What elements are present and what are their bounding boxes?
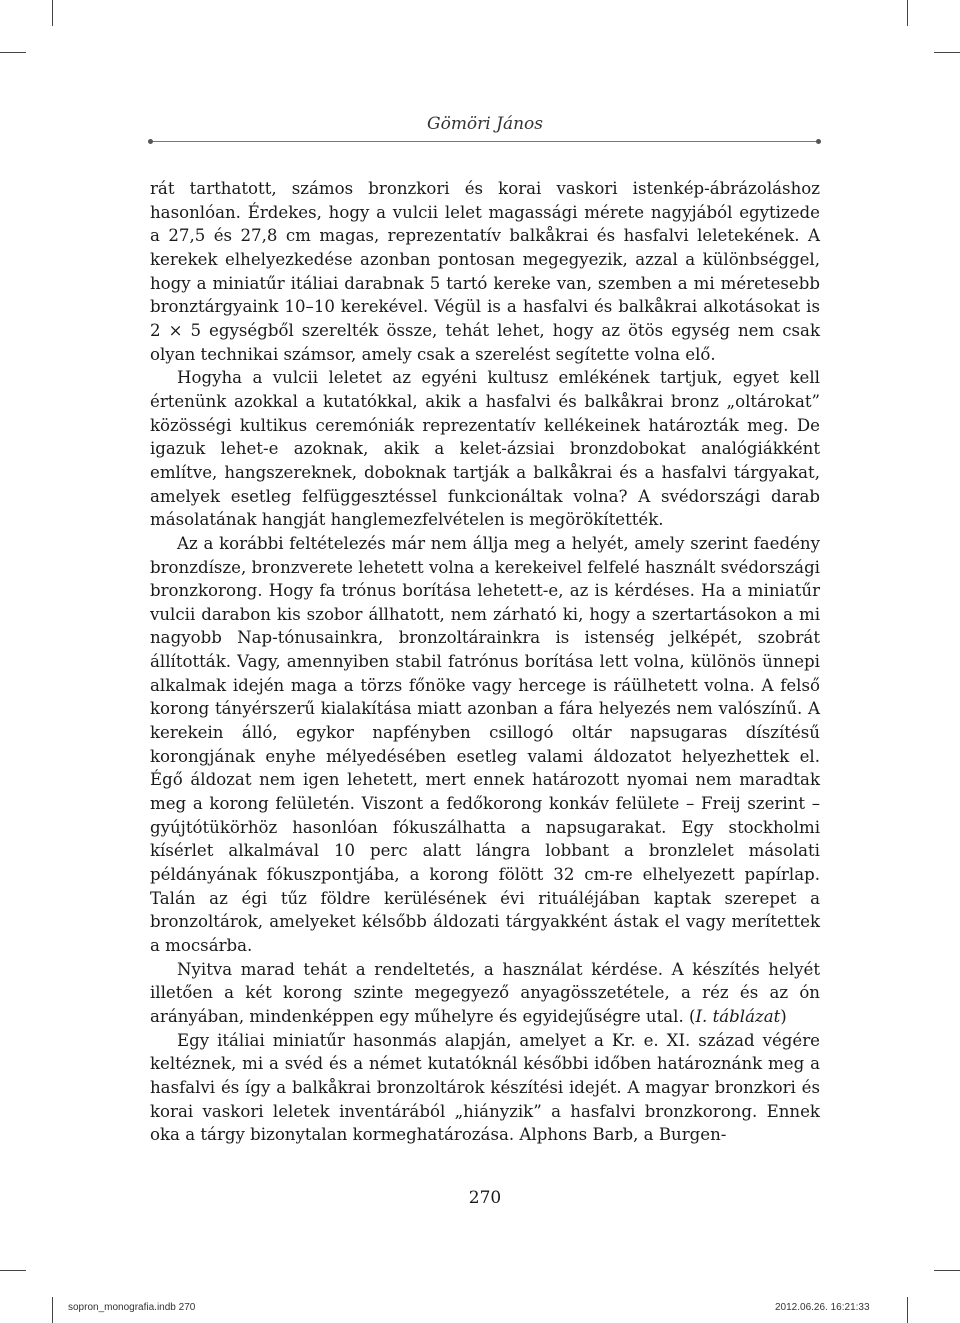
paragraph: rát tarthatott, számos bronzkori és korai vaskori istenkép-ábrázoláshoz hasonlóan. Érdekes, hogy a vulcii lelet magassági mérete nagyjából egytizede a 27,5 és 27,8 cm magas, reprezentatív balkåkrai és hasfalvi leletekének. A kerekek elhelyezkedése azonban pontosan megegyezik, azzal a különbséggel, hogy a miniatűr itáliai darabnak 5 tartó kereke van, szemben a mi méretesebb bronztárgyaink 10–10 kerekével. Végül is a hasfalvi és balkåkrai alkotásokat is 2 × 5 egységből szerelték össze, tehát lehet, hogy az ötös egység nem csak olyan technikai számsor, amely csak a szerelést segítette volna elő. [150,179,820,364]
crop-mark [0,1270,26,1271]
crop-mark [907,1297,908,1323]
crop-mark [0,52,26,53]
footer-filename: sopron_monografia.indb 270 [68,1302,196,1313]
footer-timestamp: 2012.06.26. 16:21:33 [775,1302,870,1313]
crop-mark [934,1270,960,1271]
header-rule [152,141,818,142]
running-header: Gömöri János [427,114,543,134]
paragraph: Az a korábbi feltételezés már nem állja meg a helyét, amely szerint faedény bronzdísze, bronzverete lehetett volna a kerekeivel felfelé használt svédországi bronzkorong. Hogy fa trónus borítása lehetett-e, az is kérdéses. Ha a miniatűr vulcii darabon kis szobor állhatott, nem zárható ki, hogy a szertartásokon a mi nagyobb Nap-tónusainkra, bronzoltárainkra is istenség jelképét, szobrát állították. Vagy, amennyiben stabil fatrónus borítása lett volna, különös ünnepi alkalmak idején maga a törzs főnöke vagy hercege is ráülhetett volna. A felső korong tányérszerű kialakítása miatt azonban a fára helyezés nem valószínű. A kerekein álló, egykor napfényben csillogó oltár napsugaras díszítésű korongjának enyhe mélyedésében esetleg valami áldozatot helyezhettek el. Égő áldozat nem igen lehetett, mert ennek határozott nyomai nem maradtak meg a korong felületén. Viszont a fedőkorong konkáv felülete – Freij szerint – gyújtótükörhöz hasonlóan fókuszálhatta a napsugarakat. Egy stockholmi kísérlet alkalmával 10 perc alatt lángra lobbant a bronzlelet másolati példányának fókuszpontjába, a korong fölött 32 cm-re elhelyezett papírlap. Talán az égi tűz földre kerülésének évi rituáléjában kaptak szerepet a bronzoltárok, amelyeket kélsőbb áldozati tárgyakként ástak el vagy merítettek a mocsárba. [150,533,820,955]
paragraph-text: Nyitva marad tehát a rendeltetés, a használat kérdése. A készítés helyét illetően a két korong szinte megegyező anyagösszetétele, a réz és az ón arányában, mindenképpen egy műhelyre és egyidejűségre utal. ( [150,959,820,1026]
table-reference: I. táblázat [695,1006,781,1026]
page-number: 270 [468,1188,502,1208]
paragraph: Egy itáliai miniatűr hasonmás alapján, amelyet a Kr. e. XI. század végére keltéznek, mi a svéd és a német kutatóknál későbbi időben határoznánk meg a hasfalvi és így a balkåkrai bronzoltárok készítési idejét. A magyar bronzkori és korai vaskori leletek inventárából „hiányzik” a hasfalvi bronzkorong. Ennek oka a tárgy bizonytalan kormeghatározása. Alphons Barb, a Burgen- [150,1030,820,1145]
paragraph [150,958,820,1029]
header-rule-dot [816,139,821,144]
crop-mark [907,0,908,26]
header-rule-dot [148,139,153,144]
paragraph: Hogyha a vulcii leletet az egyéni kultusz emlékének tartjuk, egyet kell értenünk azokkal a kutatókkal, akik a hasfalvi és balkåkrai bronz „oltárokat” közösségi kultikus ceremóniák reprezentatív kellékeinek határozták meg. De igazuk lehet-e azoknak, akik a kelet-ázsiai bronzdobokat analógiákként említve, hangszereknek, doboknak tartják a balkåkrai és a hasfalvi tárgyakat, amelyek esetleg felfüggesztéssel funkcionáltak volna? A svédországi darab másolatának hangját hanglemezfelvételen is megörökítették. [150,368,820,530]
crop-mark [52,0,53,26]
body-text [150,177,820,1147]
crop-mark [934,52,960,53]
table-reference-close: ) [780,1006,787,1026]
crop-mark [52,1297,53,1323]
